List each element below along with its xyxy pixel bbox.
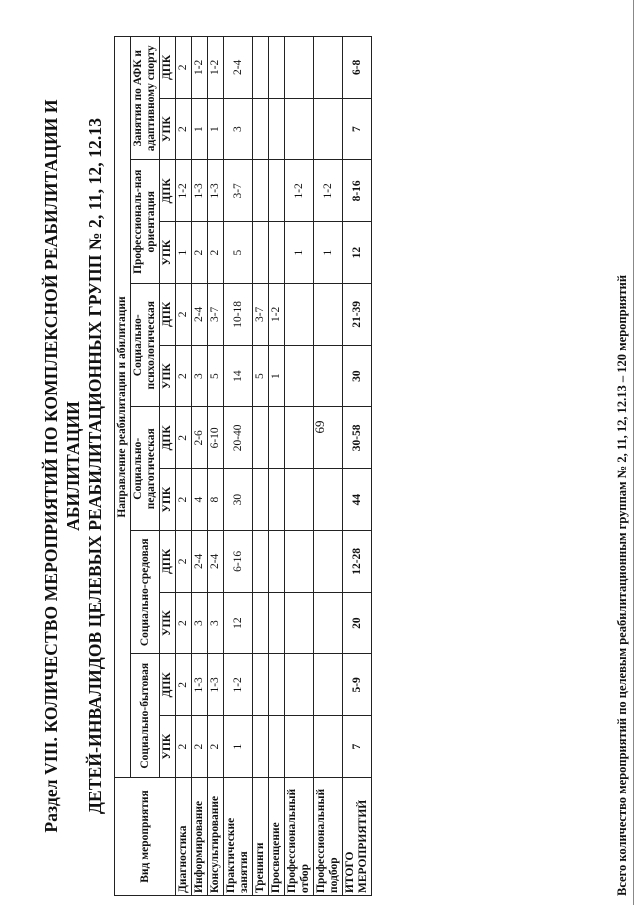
table-cell [285,98,314,160]
title-line-1: Раздел VIII. КОЛИЧЕСТВО МЕРОПРИЯТИЙ ПО КОМПЛЕКСНОЙ РЕАБИЛИТАЦИИ И АБИЛИТАЦИИ [41,99,83,833]
group-header: Социально-средовая [131,531,160,655]
page-edge-line [633,0,634,905]
table-cell: 7 [343,98,372,160]
table-cell [269,531,285,593]
row-label: Профессиональный отбор [285,778,314,896]
sub-header-dpk: ДПК [160,531,176,593]
table-cell [253,654,269,716]
table-cell [314,654,343,716]
table-cell: 2-6 [192,407,208,469]
table-cell: 14 [224,345,253,407]
table-row [224,37,253,896]
table-cell: 7 [343,716,372,778]
table-cell [314,469,343,531]
row-label: ИТОГО МЕРОПРИЯТИЙ [343,778,372,896]
table-row [253,37,269,896]
sub-header-upk: УПК [160,222,176,284]
table-cell: 1-2 [208,37,224,99]
table-cell: 2 [176,407,192,469]
table-cell: 2 [176,654,192,716]
table-cell: 5 [224,222,253,284]
table-row [314,37,343,896]
table-cell: 2 [176,98,192,160]
table-cell [269,407,285,469]
row-label: Практические занятия [224,778,253,896]
table-cell: 1-2 [224,654,253,716]
table-cell: 12-28 [343,531,372,593]
table-cell: 6-8 [343,37,372,99]
table-cell: 3 [192,592,208,654]
section-title [40,36,106,896]
sub-header-row [160,37,176,896]
table-cell [314,284,343,346]
table-cell [269,98,285,160]
table-cell [269,37,285,99]
table-cell: 2 [176,345,192,407]
table-cell: 1-2 [314,160,343,222]
table-cell: 4 [192,469,208,531]
row-label: Диагностика [176,778,192,896]
table-cell: 10-18 [224,284,253,346]
table-row [343,37,372,896]
group-header: Занятия по АФК и адаптивному спорту [131,37,160,161]
table-cell: 8 [208,469,224,531]
table-cell [314,592,343,654]
table-cell [314,531,343,593]
table-cell [269,222,285,284]
sub-header-dpk: ДПК [160,407,176,469]
table-cell: 5 [208,345,224,407]
table-cell: 1 [192,98,208,160]
table-cell: 1-2 [192,37,208,99]
table-cell: 1 [269,345,285,407]
table-cell: 2 [176,37,192,99]
sub-header-upk: УПК [160,716,176,778]
row-label: Тренинги [253,778,269,896]
table-cell: 1-3 [208,654,224,716]
table-cell [285,284,314,346]
table-cell [253,222,269,284]
sub-header-upk: УПК [160,98,176,160]
table-cell: 2 [192,222,208,284]
table-cell: 2 [208,222,224,284]
row-label: Консультирование [208,778,224,896]
table-cell [285,716,314,778]
table-cell: 1-2 [269,284,285,346]
sub-header-upk: УПК [160,592,176,654]
group-header: Социально-бытовая [131,654,160,778]
table-cell: 21-39 [343,284,372,346]
table-cell [253,407,269,469]
table-cell: 20-40 [224,407,253,469]
table-cell: 2-4 [192,284,208,346]
table-cell: 2-4 [224,37,253,99]
rotated-page-content [40,36,629,896]
table-cell: 12 [224,592,253,654]
table-cell: 8-16 [343,160,372,222]
table-cell [253,592,269,654]
table-cell: 3-7 [253,284,269,346]
table-row [285,37,314,896]
page-number: 69 [312,420,327,434]
sub-header-dpk: ДПК [160,654,176,716]
table-cell [253,469,269,531]
group-header-row [131,37,160,896]
table-cell: 6-16 [224,531,253,593]
table-cell [285,531,314,593]
table-cell [253,37,269,99]
table-cell [253,160,269,222]
table-row [192,37,208,896]
table-cell [269,654,285,716]
table-cell: 6-10 [208,407,224,469]
table-cell: 1-3 [192,160,208,222]
table-cell: 2 [176,531,192,593]
table-cell: 2 [176,716,192,778]
table-cell [285,654,314,716]
table-cell [285,407,314,469]
table-cell: 12 [343,222,372,284]
table-cell: 3 [224,98,253,160]
sub-header-upk: УПК [160,345,176,407]
table-row [269,37,285,896]
table-cell: 44 [343,469,372,531]
table-cell: 2 [176,284,192,346]
table-row [208,37,224,896]
table-cell: 1 [176,222,192,284]
table-cell: 1 [285,222,314,284]
table-cell [269,469,285,531]
table-cell [285,592,314,654]
table-cell [285,37,314,99]
row-label: Профессиональный подбор [314,778,343,896]
table-cell: 2-4 [208,531,224,593]
group-header: Социально-психологическая [131,284,160,408]
table-cell [285,345,314,407]
table-cell: 5 [253,345,269,407]
table-cell [253,98,269,160]
table-cell: 1 [224,716,253,778]
header-direction: Направление реабилитации и абилитации [115,37,131,778]
table-cell [269,716,285,778]
table-cell: 2 [176,469,192,531]
table-row [176,37,192,896]
table-cell: 2 [192,716,208,778]
table-cell: 1 [208,98,224,160]
group-header: Социально-педагогическая [131,407,160,531]
sub-header-dpk: ДПК [160,37,176,99]
table-cell [253,531,269,593]
activities-table [114,36,372,896]
table-cell: 5-9 [343,654,372,716]
table-cell: 1-3 [192,654,208,716]
table-cell [269,592,285,654]
sub-header-dpk: ДПК [160,284,176,346]
sub-header-upk: УПК [160,469,176,531]
table-cell [314,716,343,778]
table-cell [314,37,343,99]
table-cell: 1-3 [208,160,224,222]
table-cell: 1-2 [285,160,314,222]
footer-total-note: Всего количество мероприятий по целевым реабилитационным группам № 2, 11, 12, 12.13 – 120 мероприятий [615,274,629,896]
table-cell: 2-4 [192,531,208,593]
table-cell: 3-7 [208,284,224,346]
table-cell: 30 [343,345,372,407]
table-cell: 3-7 [224,160,253,222]
table-cell [314,407,343,469]
title-line-2: ДЕТЕЙ-ИНВАЛИДОВ ЦЕЛЕВЫХ РЕАБИЛИТАЦИОННЫХ ГРУПП № 2, 11, 12, 12.13 [85,117,105,815]
table-cell: 2 [176,592,192,654]
sub-header-dpk: ДПК [160,160,176,222]
table-body [176,37,372,896]
table-cell: 3 [192,345,208,407]
table-cell: 2 [208,716,224,778]
table-cell [314,98,343,160]
table-cell: 1 [314,222,343,284]
table-cell: 30 [224,469,253,531]
table-cell [285,469,314,531]
table-cell: 30-58 [343,407,372,469]
table-cell: 1-2 [176,160,192,222]
row-label: Просвещение [269,778,285,896]
table-cell: 20 [343,592,372,654]
row-label: Информирование [192,778,208,896]
table-cell: 3 [208,592,224,654]
header-activity-type: Вид мероприятия [115,778,176,896]
table-cell [269,160,285,222]
table-cell [253,716,269,778]
group-header: Профессиональ-ная ориентация [131,160,160,284]
table-cell [314,345,343,407]
